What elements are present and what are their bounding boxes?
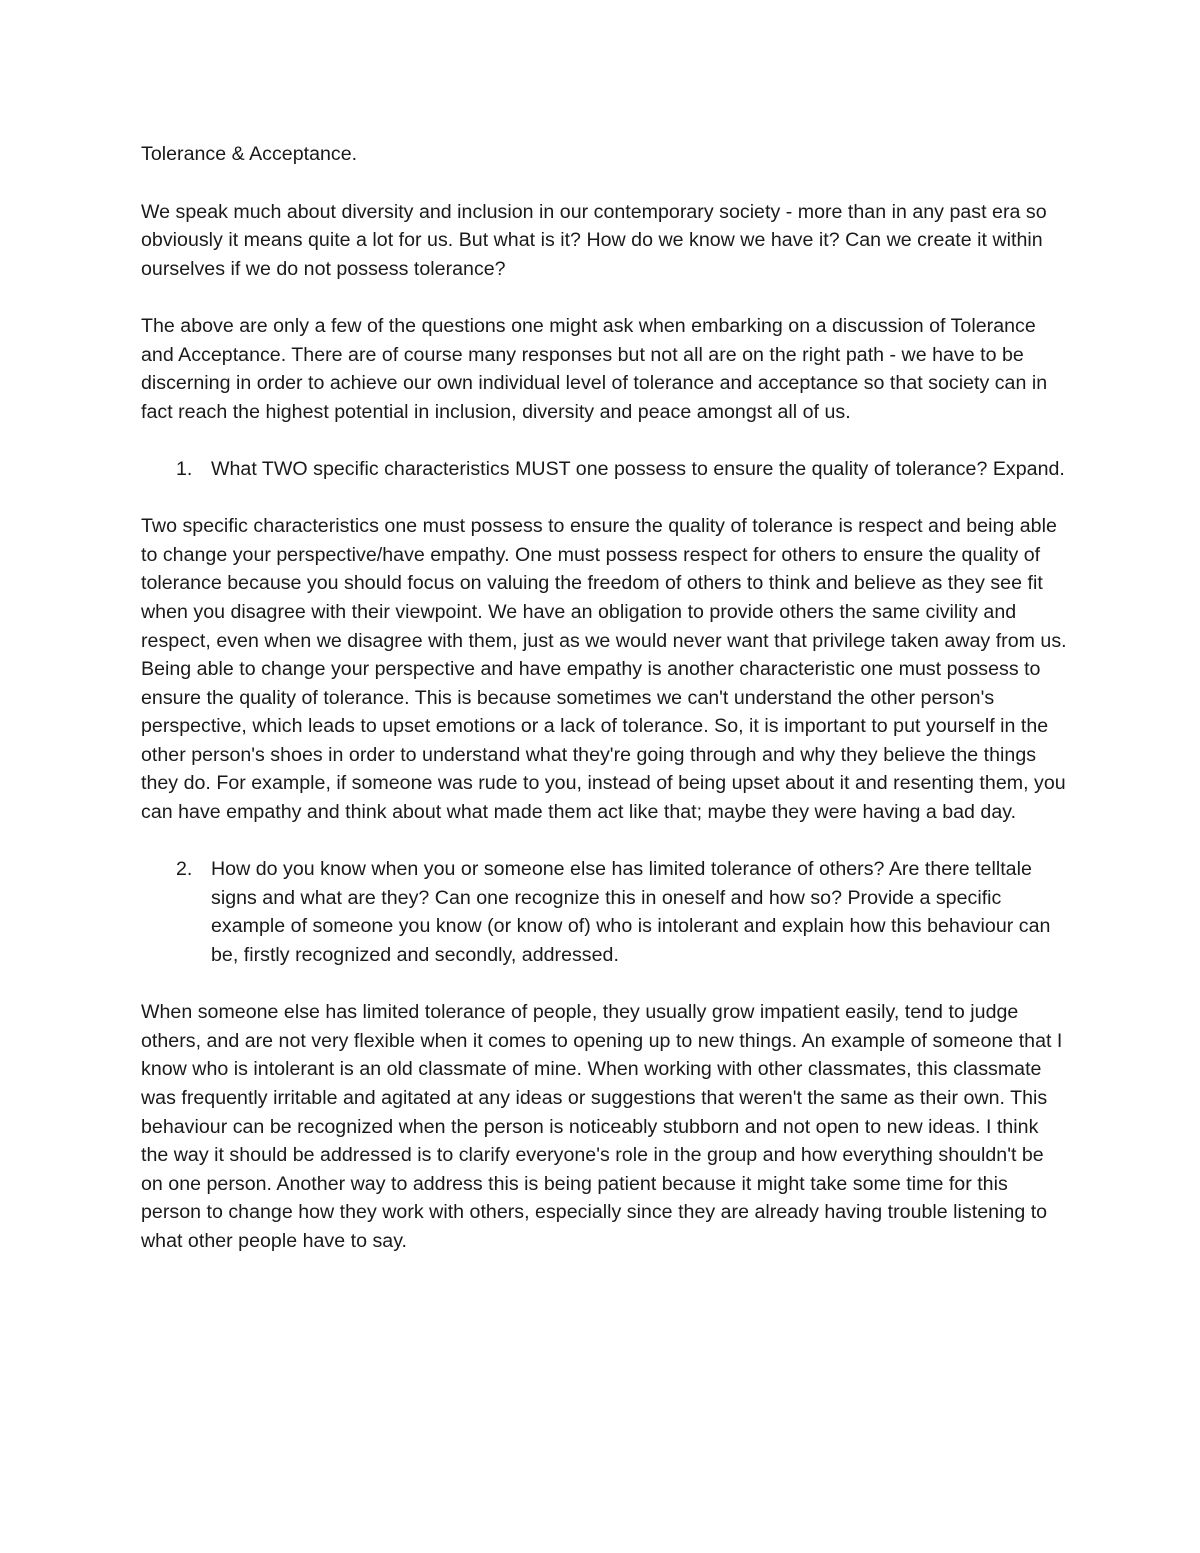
answer-paragraph: When someone else has limited tolerance of people, they usually grow impatient easily, tend to judge others, and are not very flexible when it comes to opening up to new things. An example of someone that I know who is intolerant is an old classmate of mine. When working with other classmates, this classmate was frequently irritable and agitated at any ideas or suggestions that weren't the same as their own. This behaviour can be recognized when the person is noticeably stubborn and not open to new ideas. I think the way it should be addressed is to clarify everyone's role in the group and how everything shouldn't be on one person. Another way to address this is being patient because it might take some time for this person to change how they work with others, especially since they are already having trouble listening to what other people have to say. <box>141 1001 1063 1252</box>
document-body <box>141 140 1071 1284</box>
question-item <box>141 455 1071 484</box>
intro-paragraph: The above are only a few of the questions one might ask when embarking on a discussion of Tolerance and Acceptance. There are of course many responses but not all are on the right path - we have to be discerning in order to achieve our own individual level of tolerance and acceptance so that society can in fact reach the highest potential in inclusion, diversity and peace amongst all of us. <box>141 314 1048 423</box>
intro-paragraph: We speak much about diversity and inclusion in our contemporary society - more than in any past era so obviously it means quite a lot for us. But what is it? How do we know we have it? Can we create it within ourselves if we do not possess tolerance? <box>141 200 1047 280</box>
answer-paragraph: Two specific characteristics one must possess to ensure the quality of tolerance is respect and being able to change your perspective/have empathy. One must possess respect for others to ensure the quality of tolerance because you should focus on valuing the freedom of others to think and believe as they see fit when you disagree with their viewpoint. We have an obligation to provide others the same civility and respect, even when we disagree with them, just as we would never want that privilege taken away from us. Being able to change your perspective and have empathy is another characteristic one must possess to ensure the quality of tolerance. This is because sometimes we can't understand the other person's perspective, which leads to upset emotions or a lack of tolerance. So, it is important to put yourself in the other person's shoes in order to understand what they're going through and why they believe the things they do. For example, if someone was rude to you, instead of being upset about it and resenting them, you can have empathy and think about what made them act like that; maybe they were having a bad day. <box>141 515 1067 824</box>
question-number: 1. <box>176 457 193 480</box>
document-title: Tolerance & Acceptance. <box>141 143 358 165</box>
question-text: How do you know when you or someone else has limited tolerance of others? Are there telltale signs and what are they? Can one recognize this in oneself and how so? Provide a specific example of someone you know (or know of) who is intolerant and explain how this behaviour can be, firstly recognized and secondly, addressed. <box>211 858 1051 967</box>
question-text: What TWO specific characteristics MUST one possess to ensure the quality of tolerance? Expand. <box>211 457 1065 480</box>
question-number: 2. <box>176 858 193 881</box>
question-list <box>141 855 1071 969</box>
question-item <box>141 855 1071 969</box>
question-list <box>141 455 1071 484</box>
